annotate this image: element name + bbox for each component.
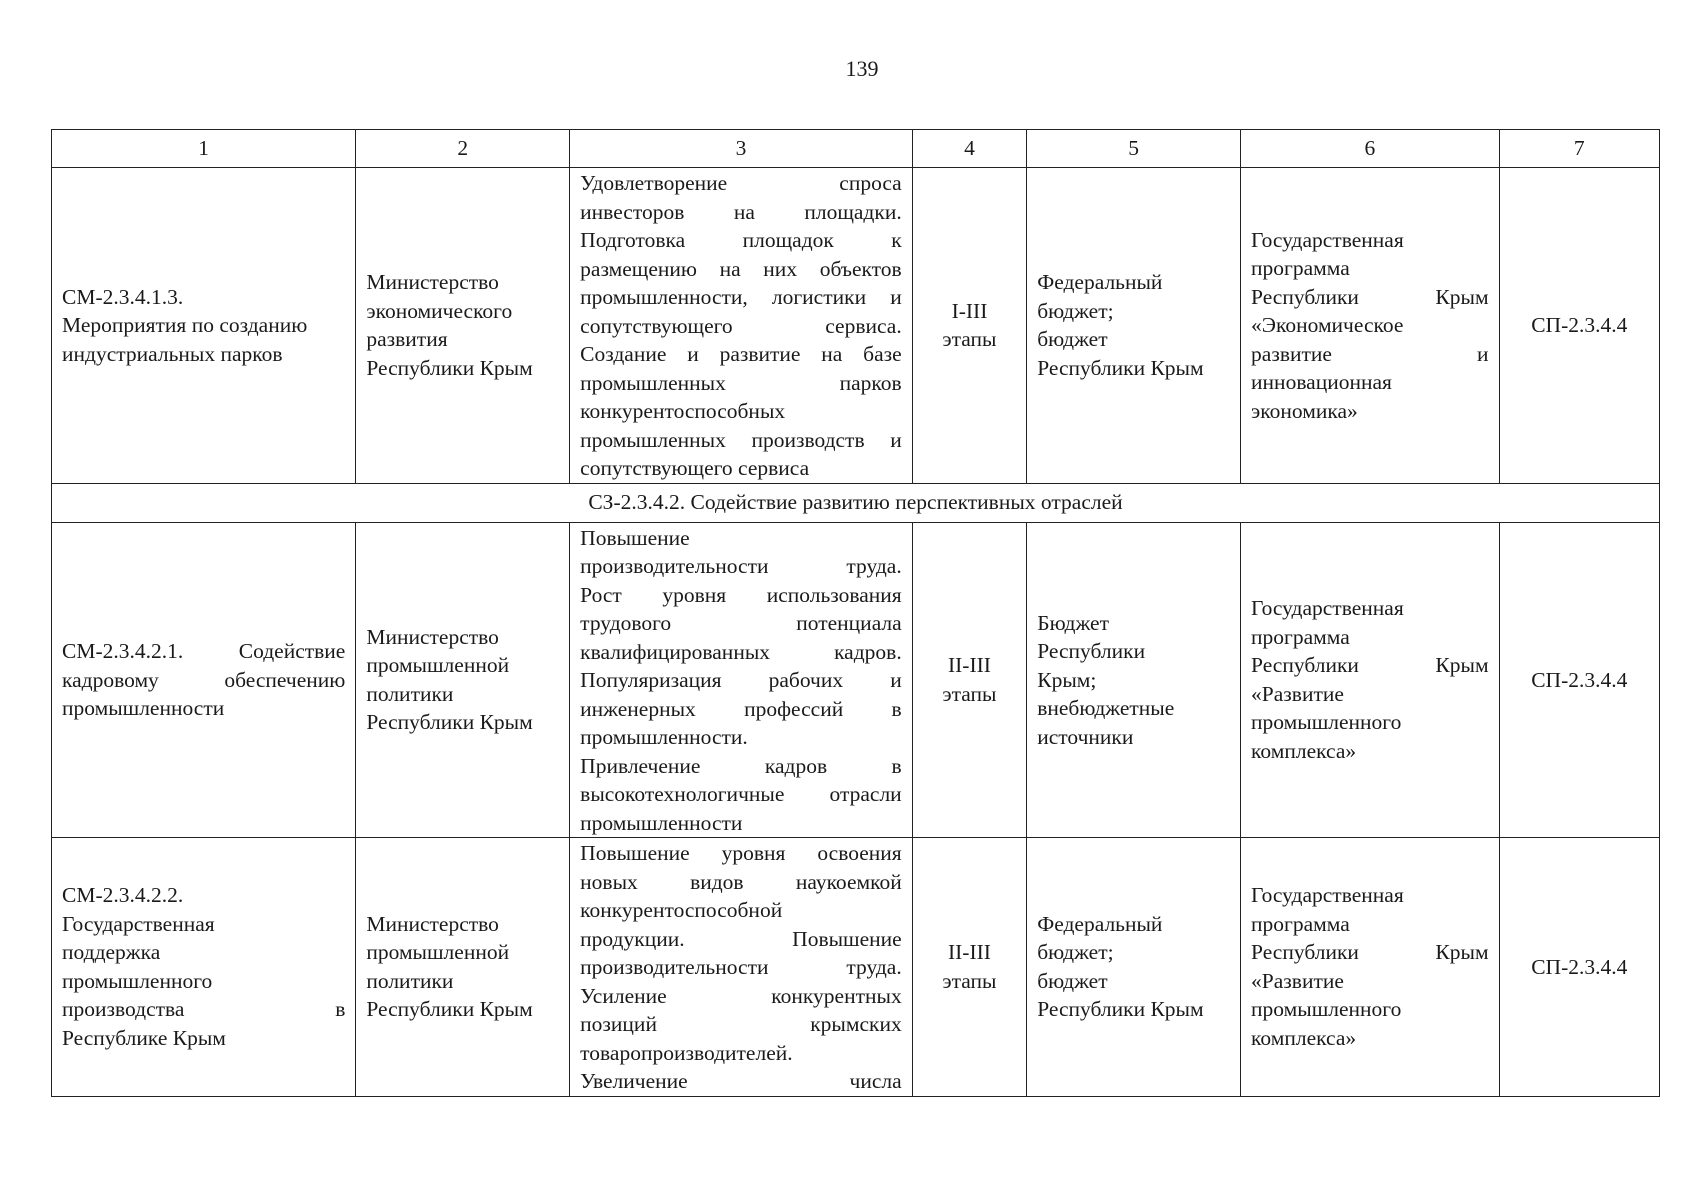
program-line: Республики Крым xyxy=(1251,653,1489,678)
link-cell: СП-2.3.4.4 xyxy=(1499,168,1659,484)
stages-cell xyxy=(912,838,1027,1097)
program-line: Государственная xyxy=(1251,883,1404,908)
measure-name: кадровому обеспечению промышленности xyxy=(62,667,346,720)
program-line: «Развитие xyxy=(1251,681,1344,706)
funding-line: Федеральный xyxy=(1037,911,1163,936)
executor-line: политики xyxy=(366,968,454,993)
executor-line: Министерство xyxy=(366,624,499,649)
stages-line: этапы xyxy=(942,681,997,706)
result-line: Рост уровня использования xyxy=(580,582,902,607)
measure-cell xyxy=(52,838,356,1097)
result-line: позиций крымских xyxy=(580,1012,902,1036)
result-line: продукции. Повышение xyxy=(580,926,902,951)
program-line: Республики Крым xyxy=(1251,284,1489,309)
link-cell: СП-2.3.4.4 xyxy=(1499,522,1659,838)
measures-table xyxy=(51,129,1660,1097)
result-line: новых видов наукоемкой xyxy=(580,869,902,894)
measure-cell xyxy=(52,168,356,484)
program-line: промышленного xyxy=(1251,710,1402,735)
result-line: сопутствующего сервиса xyxy=(580,456,810,480)
funding-line: Республики xyxy=(1037,639,1146,663)
stages-cell xyxy=(912,522,1027,838)
result-line: высокотехнологичные отрасли xyxy=(580,782,902,806)
executor-line: Республики Крым xyxy=(366,710,533,735)
funding-line: бюджет; xyxy=(1037,298,1114,323)
result-line: промышленности xyxy=(580,810,743,835)
program-line: промышленного xyxy=(1251,997,1402,1022)
program-line: программа xyxy=(1251,911,1350,936)
measure-code: СМ-2.3.4.1.3. xyxy=(62,284,184,309)
executor-line: политики xyxy=(366,681,454,706)
funding-cell xyxy=(1027,522,1241,838)
result-line: Повышение уровня освоения xyxy=(580,841,902,865)
program-line: комплекса» xyxy=(1251,1025,1357,1050)
executor-line: Министерство xyxy=(366,270,499,295)
funding-line: Республики Крым xyxy=(1037,355,1204,380)
result-line: Создание и развитие на базе xyxy=(580,342,902,366)
funding-line: внебюджетные xyxy=(1037,696,1175,720)
column-header: 5 xyxy=(1027,130,1241,168)
funding-line: Республики Крым xyxy=(1037,997,1204,1022)
program-cell xyxy=(1241,522,1500,838)
executor-line: промышленной xyxy=(366,653,510,678)
result-line: промышленности, логистики и xyxy=(580,285,902,309)
result-line: инженерных профессий в xyxy=(580,696,902,721)
executor-line: Республики Крым xyxy=(366,997,533,1022)
executor-cell xyxy=(356,522,570,838)
funding-line: Крым; xyxy=(1037,667,1097,692)
executor-line: Республики Крым xyxy=(366,355,533,380)
column-header: 7 xyxy=(1499,130,1659,168)
result-line: Повышение xyxy=(580,525,690,550)
program-cell xyxy=(1241,168,1500,484)
result-line: инвесторов на площадки. xyxy=(580,199,902,224)
program-line: «Экономическое xyxy=(1251,313,1404,337)
result-line: Удовлетворение спроса xyxy=(580,171,902,195)
executor-cell xyxy=(356,838,570,1097)
program-line: экономика» xyxy=(1251,398,1358,423)
result-line: Привлечение кадров в xyxy=(580,753,902,778)
result-line: трудового потенциала xyxy=(580,611,902,635)
stages-line: II-III xyxy=(947,653,991,678)
column-header: 6 xyxy=(1241,130,1500,168)
result-line: производительности труда. xyxy=(580,554,902,578)
result-line: конкурентоспособных xyxy=(580,399,786,423)
result-cell xyxy=(570,522,913,838)
stages-line: I-III xyxy=(951,298,988,323)
result-line: конкурентоспособной xyxy=(580,898,783,922)
funding-line: бюджет xyxy=(1037,327,1108,352)
program-line: Государственная xyxy=(1251,227,1404,252)
result-line: Подготовка площадок к xyxy=(580,228,902,252)
result-line: промышленных парков xyxy=(580,370,902,395)
executor-cell xyxy=(356,168,570,484)
column-header: 1 xyxy=(52,130,356,168)
program-line: развитие и xyxy=(1251,341,1489,366)
page-number: 139 xyxy=(845,56,879,81)
executor-line: развития xyxy=(366,327,448,352)
result-line: промышленных производств и xyxy=(580,427,902,452)
funding-cell xyxy=(1027,168,1241,484)
measure-code: СМ-2.3.4.2.1. Содействие xyxy=(62,639,346,663)
program-line: Государственная xyxy=(1251,596,1404,621)
funding-line: Бюджет xyxy=(1037,610,1109,635)
stages-line: II-III xyxy=(947,940,991,965)
table-header-row xyxy=(52,130,1660,168)
result-line: производительности труда. xyxy=(580,955,902,979)
executor-line: промышленной xyxy=(366,940,510,965)
link-cell: СП-2.3.4.4 xyxy=(1499,838,1659,1097)
program-line: «Развитие xyxy=(1251,968,1344,993)
measure-name: Мероприятия по созданию индустриальных парков xyxy=(62,313,308,366)
measure-cell xyxy=(52,522,356,838)
funding-line: источники xyxy=(1037,724,1134,749)
measure-name-line: Республике Крым xyxy=(62,1025,226,1050)
measure-name-line: промышленного xyxy=(62,968,213,993)
section-row xyxy=(52,483,1660,522)
executor-line: Министерство xyxy=(366,911,499,936)
result-line: товаропроизводителей. xyxy=(580,1040,793,1065)
section-title: СЗ-2.3.4.2. Содействие развитию перспективных отраслей xyxy=(52,483,1660,522)
stages-line: этапы xyxy=(942,327,997,352)
result-line: Увеличение числа xyxy=(580,1069,902,1093)
measure-code: СМ-2.3.4.2.2. xyxy=(62,883,184,908)
measure-name-line: Государственная xyxy=(62,911,215,936)
measure-name-line: поддержка xyxy=(62,940,161,965)
result-line: размещению на них объектов xyxy=(580,256,902,281)
program-line: программа xyxy=(1251,256,1350,280)
program-line: программа xyxy=(1251,624,1350,649)
column-header: 4 xyxy=(912,130,1027,168)
program-line: комплекса» xyxy=(1251,738,1357,763)
column-header: 3 xyxy=(570,130,913,168)
program-cell xyxy=(1241,838,1500,1097)
table-row xyxy=(52,838,1660,1097)
result-line: Популяризация рабочих и xyxy=(580,668,902,692)
result-line: сопутствующего сервиса. xyxy=(580,313,902,338)
table-row xyxy=(52,522,1660,838)
column-header: 2 xyxy=(356,130,570,168)
table-row xyxy=(52,168,1660,484)
measure-name-line: производства в xyxy=(62,997,346,1022)
funding-line: Федеральный xyxy=(1037,270,1163,295)
funding-cell xyxy=(1027,838,1241,1097)
stages-cell xyxy=(912,168,1027,484)
result-line: Усиление конкурентных xyxy=(580,983,902,1008)
program-line: инновационная xyxy=(1251,370,1392,394)
result-cell xyxy=(570,168,913,484)
result-line: промышленности. xyxy=(580,725,748,749)
program-line: Республики Крым xyxy=(1251,940,1489,965)
stages-line: этапы xyxy=(942,968,997,993)
result-cell xyxy=(570,838,913,1097)
funding-line: бюджет; xyxy=(1037,940,1114,965)
executor-line: экономического xyxy=(366,298,513,323)
funding-line: бюджет xyxy=(1037,968,1108,993)
result-line: квалифицированных кадров. xyxy=(580,639,902,664)
